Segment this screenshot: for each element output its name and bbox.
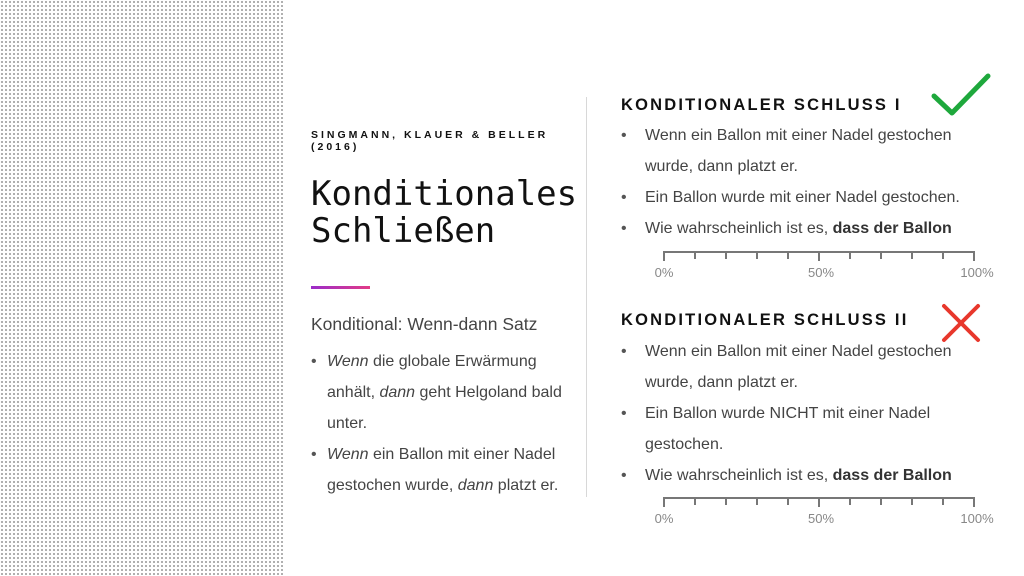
bullet-emphasis: dann <box>379 384 416 401</box>
bullet-text: geht Helgoland bald unter. <box>327 384 562 432</box>
scale-label-max: 100% <box>960 265 994 280</box>
scale-label-mid: 50% <box>807 265 835 280</box>
scale-label-max: 100% <box>960 511 994 526</box>
list-item <box>311 346 571 439</box>
conditional-heading: Konditional: Wenn-dann Satz <box>311 314 538 334</box>
bullet-text: Wie wahrscheinlich ist es, <box>645 220 833 237</box>
section-heading-1: KONDITIONALER SCHLUSS I <box>621 96 902 114</box>
conditional-examples-list <box>311 346 571 501</box>
list-item <box>621 460 1001 491</box>
scale-label-min: 0% <box>654 265 674 280</box>
scale-ruler <box>653 248 998 264</box>
vertical-divider <box>586 97 587 497</box>
list-item <box>311 439 571 501</box>
bullet-text: die globale Erwärmung anhält, <box>327 353 537 401</box>
bullet-bold-text: dass der Ballon <box>832 467 952 484</box>
bullet-emphasis: dann <box>457 477 494 494</box>
accent-bar <box>311 286 370 289</box>
probability-scale-1[interactable] <box>653 248 998 288</box>
dotted-pattern-panel <box>0 0 285 576</box>
bullet-text: platzt er. <box>493 477 559 494</box>
check-icon <box>930 72 992 118</box>
bullet-emphasis: Wenn <box>327 353 369 370</box>
scale-label-mid: 50% <box>807 511 835 526</box>
list-item <box>621 336 1001 398</box>
bullet-text: Wie wahrscheinlich ist es, <box>645 467 833 484</box>
list-item <box>621 213 1001 244</box>
list-item <box>621 182 1001 213</box>
section-heading-2: KONDITIONALER SCHLUSS II <box>621 311 909 329</box>
slide-title <box>311 176 577 250</box>
probability-scale-2[interactable] <box>653 494 998 534</box>
section-1-bullets <box>621 120 1001 244</box>
bullet-emphasis: Wenn <box>327 446 369 463</box>
slide-title-line-1: Konditionales <box>311 174 578 214</box>
bullet-text: ein Ballon mit einer Nadel gestochen wurde, <box>327 446 556 494</box>
scale-label-min: 0% <box>654 511 674 526</box>
slide-title-line-2: Schließen <box>311 211 496 251</box>
authors-citation: SINGMANN, KLAUER & BELLER (2016) <box>311 129 549 153</box>
list-item <box>621 120 1001 182</box>
list-item <box>621 398 1001 460</box>
bullet-bold-text: dass der Ballon <box>832 220 952 237</box>
bullet-text: Ein Ballon wurde mit einer Nadel gestochen. <box>645 189 960 206</box>
bullet-text: Wenn ein Ballon mit einer Nadel gestochen wurde, dann platzt er. <box>645 343 952 391</box>
section-2-bullets <box>621 336 1001 491</box>
bullet-text: Wenn ein Ballon mit einer Nadel gestochen wurde, dann platzt er. <box>645 127 952 175</box>
scale-ruler <box>653 494 998 510</box>
bullet-text: Ein Ballon wurde NICHT mit einer Nadel gestochen. <box>645 405 931 453</box>
